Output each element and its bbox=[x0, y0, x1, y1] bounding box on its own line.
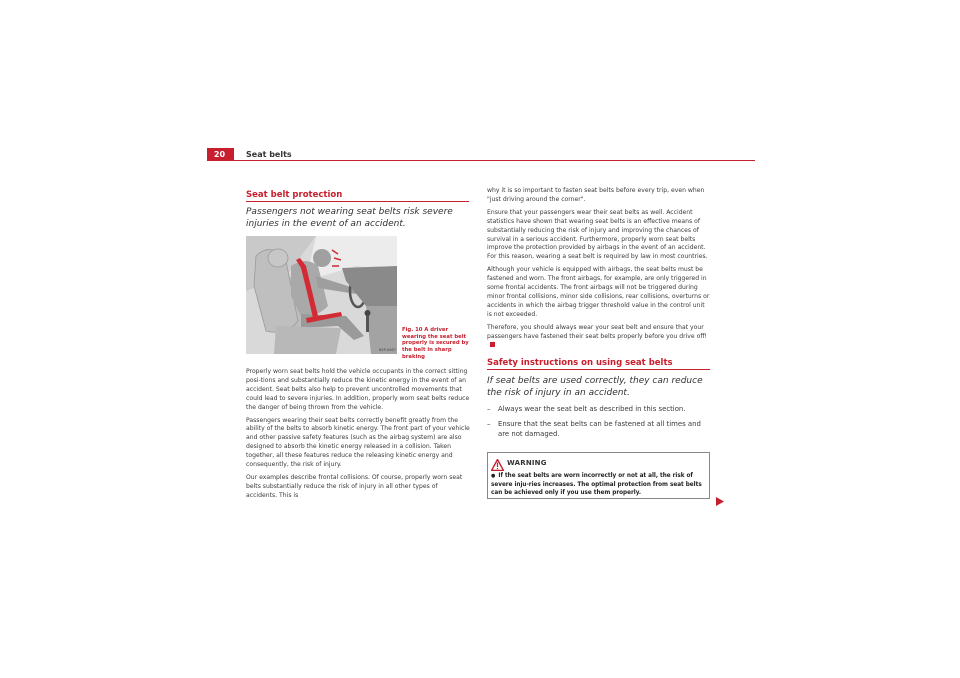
continue-arrow-icon bbox=[716, 491, 724, 510]
section-title-safety-instructions: Safety instructions on using seat belts bbox=[487, 358, 673, 368]
paragraph: Passengers wearing their seat belts correctly benefit greatly from the ability of the belts to absorb kinetic energy. The front part of your vehicle and other passive safety features (such as the airbag system) are also designed to absorb the kinetic energy released in a collision. Taken together, all these features reduce the releasing kinetic energy and consequently, the risk of injury. bbox=[246, 416, 470, 469]
section-title-seat-belt-protection: Seat belt protection bbox=[246, 190, 343, 200]
section-divider bbox=[487, 369, 710, 370]
chapter-title: Seat belts bbox=[246, 150, 292, 159]
list-item bbox=[487, 404, 713, 416]
list-item bbox=[487, 419, 713, 443]
section-subtitle: Passengers not wearing seat belts risk severe injuries in the event of an accident. bbox=[246, 207, 453, 229]
paragraph: Ensure that your passengers wear their seat belts as well. Accident statistics have shown that wearing seat belts is an effective means of substantially reducing the risk of injury and improving the chances of survival in a serious accident. Furthermore, properly worn seat belts improve the protection provided by airbags in the event of an accident. For this reason, wearing a seat belt is required by law in most countries. bbox=[487, 208, 708, 261]
car-interior-drawing bbox=[246, 236, 397, 354]
list-dash: – bbox=[487, 420, 491, 428]
left-column-text bbox=[246, 368, 470, 505]
paragraph-text: Therefore, you should always wear your seat belt and ensure that your passengers have fastened their seat belts properly before you drive off! bbox=[487, 323, 707, 340]
driver-seatbelt-illustration bbox=[246, 236, 397, 354]
list-item-text: Ensure that the seat belts can be fastened at all times and are not damaged. bbox=[498, 420, 701, 438]
section-subtitle: If seat belts are used correctly, they can reduce the risk of injury in an accident. bbox=[487, 376, 703, 398]
paragraph: Our examples describe frontal collisions. Of course, properly worn seat belts substantially reduce the risk of injury in all other types of accidents. This is bbox=[246, 473, 463, 499]
section-divider bbox=[246, 201, 469, 202]
page-number: 20 bbox=[213, 150, 226, 159]
warning-text bbox=[491, 472, 707, 498]
warning-bullet: ● bbox=[491, 473, 496, 479]
list-item-text: Always wear the seat belt as described in this section. bbox=[498, 405, 686, 413]
warning-body: If the seat belts are worn incorrectly or not at all, the risk of severe inju-ries increases. The optimal protection from seat belts can be achieved only if you use them properly. bbox=[491, 473, 702, 496]
list-dash: – bbox=[487, 405, 491, 413]
header-divider bbox=[234, 160, 755, 161]
paragraph: Properly worn seat belts hold the vehicle occupants in the correct sitting posi-tions and substantially reduce the kinetic energy in the event of an accident. Seat belts also help to prevent uncontrolled movements that could lead to severe injuries. In addition, properly worn seat belts reduce the danger of being thrown from the vehicle. bbox=[246, 368, 470, 411]
figure-code-label: B5P-0467 bbox=[379, 348, 396, 352]
warning-title: WARNING bbox=[507, 459, 547, 467]
right-column-text bbox=[487, 187, 711, 354]
paragraph bbox=[487, 324, 711, 351]
figure-caption: Fig. 10 A driver wearing the seat belt properly is secured by the belt in sharp braking bbox=[402, 327, 469, 360]
paragraph: why it is so important to fasten seat belts before every trip, even when "just driving around the corner". bbox=[487, 187, 705, 203]
paragraph: Although your vehicle is equipped with airbags, the seat belts must be fastened and worn. The front airbags, for example, are only triggered in some frontal accidents. The front airbags will not be triggered during minor frontal collisions, minor side collisions, rear collisions, overturns or accidents in which the airbag trigger threshold value in the control unit is not exceeded. bbox=[487, 266, 710, 318]
section-end-square-icon bbox=[490, 342, 495, 347]
